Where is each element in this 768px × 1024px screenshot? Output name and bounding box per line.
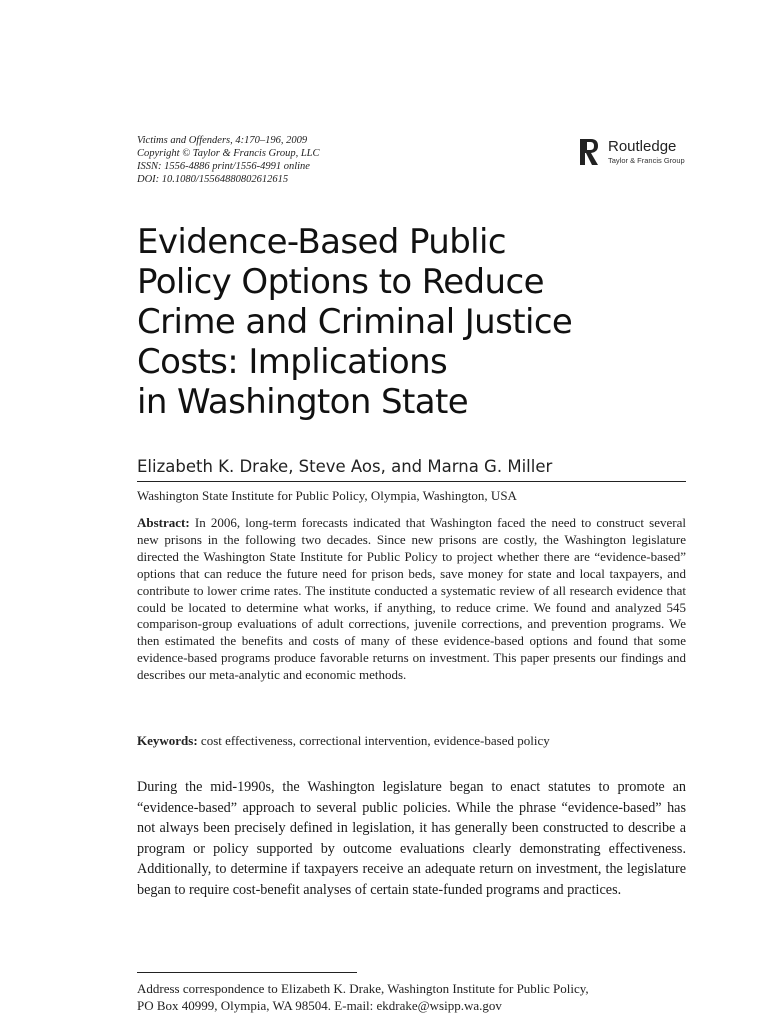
footnote-line: PO Box 40999, Olympia, WA 98504. E-mail: ekdrake@wsipp.wa.gov <box>137 998 502 1013</box>
author-affiliation: Washington State Institute for Public Policy, Olympia, Washington, USA <box>137 488 517 503</box>
keywords-text: cost effectiveness, correctional intervention, evidence-based policy <box>200 733 550 748</box>
footnote-divider <box>137 972 357 973</box>
title-line: Crime and Criminal Justice <box>137 302 573 342</box>
publisher-name: Routledge <box>608 138 677 155</box>
journal-info <box>137 134 320 186</box>
publisher-group: Taylor & Francis Group <box>608 156 685 165</box>
routledge-logo-icon <box>580 138 600 166</box>
journal-issn: ISSN: 1556-4886 print/1556-4991 online <box>137 161 310 172</box>
journal-citation: Victims and Offenders, 4:170–196, 2009 <box>137 135 308 146</box>
title-line: Costs: Implications <box>137 342 448 382</box>
correspondence-footnote <box>137 980 686 1014</box>
author-list: Elizabeth K. Drake, Steve Aos, and Marna G. Miller <box>137 457 553 476</box>
body-paragraph: During the mid-1990s, the Washington legislature began to enact statutes to promote an “evidence-based” approach to several public policies. While the phrase “evidence-based” has not always been precisely defined in legislation, it has generally been constructed to describe a program or policy supported by outcome evaluations clearly demonstrating effectiveness. Additionally, to determine if taxpayers receive an adequate return on investment, the legislature began to require cost-benefit analyses of certain state-funded programs and practices. <box>137 779 686 898</box>
journal-doi: DOI: 10.1080/15564880802612615 <box>137 174 289 185</box>
publisher-logo <box>580 138 690 168</box>
abstract-text: In 2006, long-term forecasts indicated that Washington faced the need to construct several new prisons in the following two decades. Since new prisons are costly, the Washington legislature directed the Washington State Institute for Public Policy to project whether there are “evidence-based” options that can reduce the future need for prison beds, save money for state and local taxpayers, and contribute to lower crime rates. The institute conducted a systematic review of all research evidence that could be located to determine what works, if anything, to reduce crime. We found and analyzed 545 comparison-group evaluations of adult corrections, juvenile corrections, and prevention programs. We then estimated the benefits and costs of many of these evidence-based options and found that some evidence-based programs produce favorable returns on investment. This paper presents our findings and describes our meta-analytic and economic methods. <box>137 515 686 683</box>
title-line: in Washington State <box>137 382 469 422</box>
keywords <box>137 733 686 749</box>
abstract-label: Abstract: <box>137 515 190 530</box>
author-divider <box>137 481 686 482</box>
abstract <box>137 515 686 684</box>
title-line: Evidence-Based Public <box>137 222 506 262</box>
keywords-label: Keywords: <box>137 733 198 748</box>
journal-copyright: Copyright © Taylor & Francis Group, LLC <box>137 148 320 159</box>
footnote-line: Address correspondence to Elizabeth K. Drake, Washington Institute for Public Policy, <box>137 981 589 996</box>
article-title <box>137 222 657 422</box>
title-line: Policy Options to Reduce <box>137 262 544 302</box>
